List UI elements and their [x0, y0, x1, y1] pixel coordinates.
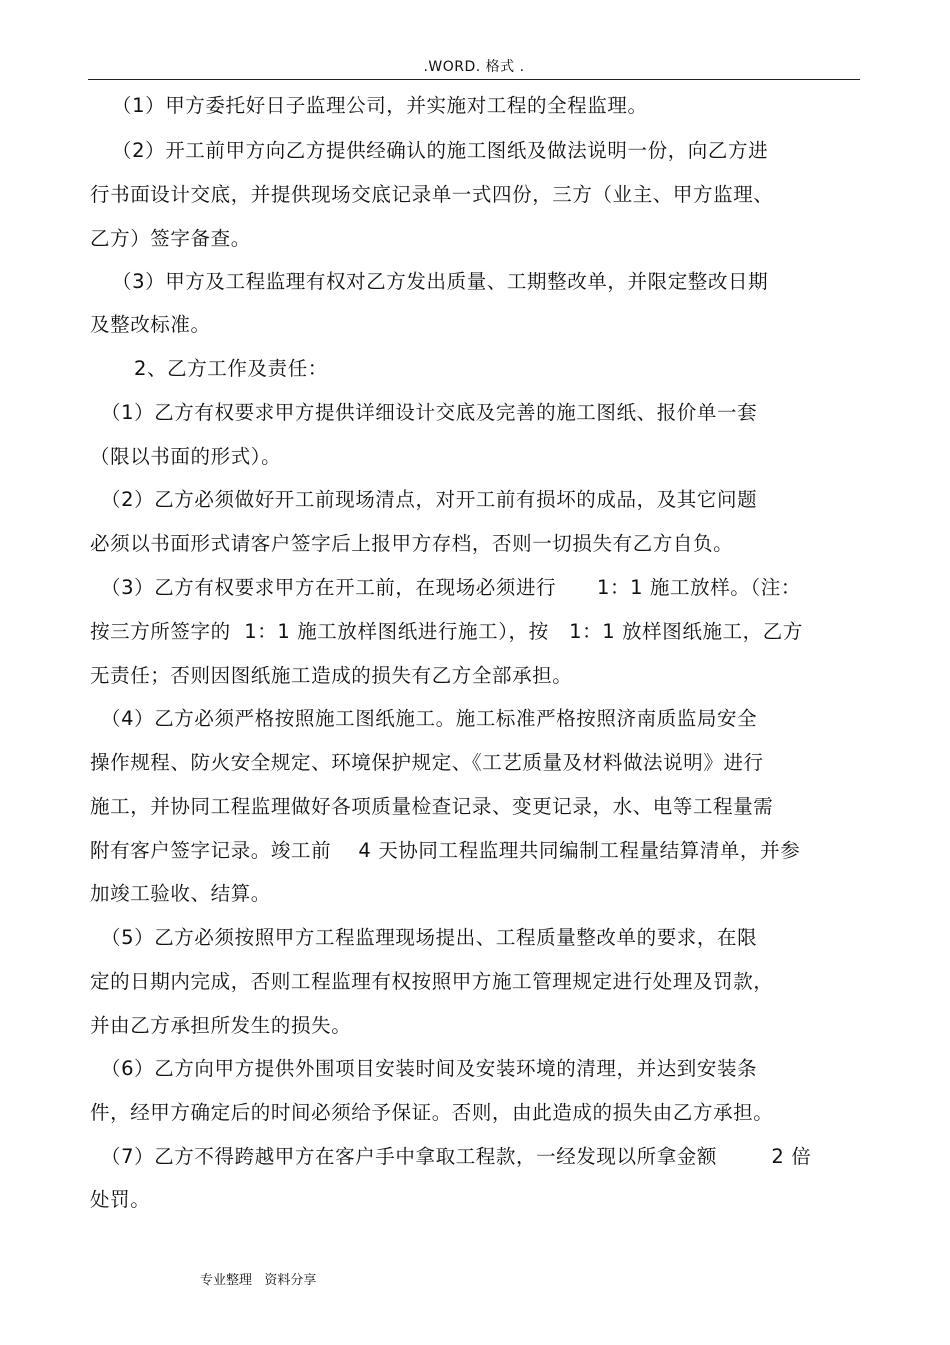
text-line: （4）乙方必须严格按照施工图纸施工。施工标准严格按照济南质监局安全 — [101, 707, 758, 730]
text-line: 及整改标准。 — [90, 313, 211, 336]
text-line: （限以书面的形式）。 — [90, 445, 282, 468]
section-heading: 2、乙方工作及责任： — [134, 357, 328, 380]
header-divider — [88, 79, 860, 80]
text-line: （1）乙方有权要求甲方提供详细设计交底及完善的施工图纸、报价单一套 — [101, 401, 758, 424]
text-line: （5）乙方必须按照甲方工程监理现场提出、工程质量整改单的要求，在限 — [101, 926, 758, 949]
text-line: （1）甲方委托好日子监理公司，并实施对工程的全程监理。 — [112, 94, 648, 117]
text-line: 处罚。 — [90, 1188, 151, 1211]
text-line: （3）甲方及工程监理有权对乙方发出质量、工期整改单，并限定整改日期 — [112, 270, 769, 293]
text-line: 行书面设计交底，并提供现场交底记录单一式四份，三方（业主、甲方监理、 — [90, 183, 774, 206]
text-line: 必须以书面形式请客户签字后上报甲方存档，否则一切损失有乙方自负。 — [90, 532, 734, 555]
text-line: 加竣工验收、结算。 — [90, 882, 271, 905]
text-line: 乙方）签字备查。 — [90, 227, 251, 250]
text-line: 无责任；否则因图纸施工造成的损失有乙方全部承担。 — [90, 664, 573, 687]
text-line: 定的日期内完成，否则工程监理有权按照甲方施工管理规定进行处理及罚款， — [90, 970, 774, 993]
text-line: 并由乙方承担所发生的损失。 — [90, 1014, 352, 1037]
text-line: 操作规程、防火安全规定、环境保护规定、《工艺质量及材料做法说明》进行 — [90, 751, 764, 774]
text-line: （7）乙方不得跨越甲方在客户手中拿取工程款，一经发现以所拿金额 2 倍 — [101, 1145, 812, 1168]
text-line: （2）乙方必须做好开工前现场清点，对开工前有损坏的成品，及其它问题 — [101, 488, 758, 511]
text-line: （3）乙方有权要求甲方在开工前，在现场必须进行 1：1 施工放样。（注： — [101, 576, 801, 599]
text-line: （2）开工前甲方向乙方提供经确认的施工图纸及做法说明一份，向乙方进 — [112, 139, 769, 162]
text-line: 件，经甲方确定后的时间必须给予保证。否则，由此造成的损失由乙方承担。 — [90, 1101, 774, 1124]
text-line: （6）乙方向甲方提供外围项目安装时间及安装环境的清理，并达到安装条 — [101, 1057, 758, 1080]
text-line: 按三方所签字的 1：1 施工放样图纸进行施工），按 1：1 放样图纸施工，乙方 — [90, 620, 803, 643]
page-header: .WORD. 格式 . — [423, 59, 525, 75]
text-line: 施工，并协同工程监理做好各项质量检查记录、变更记录，水、电等工程量需 — [90, 795, 774, 818]
page-footer: 专业整理 资料分享 — [200, 1273, 317, 1288]
text-line: 附有客户签字记录。竣工前 4 天协同工程监理共同编制工程量结算清单，并参 — [90, 839, 801, 862]
